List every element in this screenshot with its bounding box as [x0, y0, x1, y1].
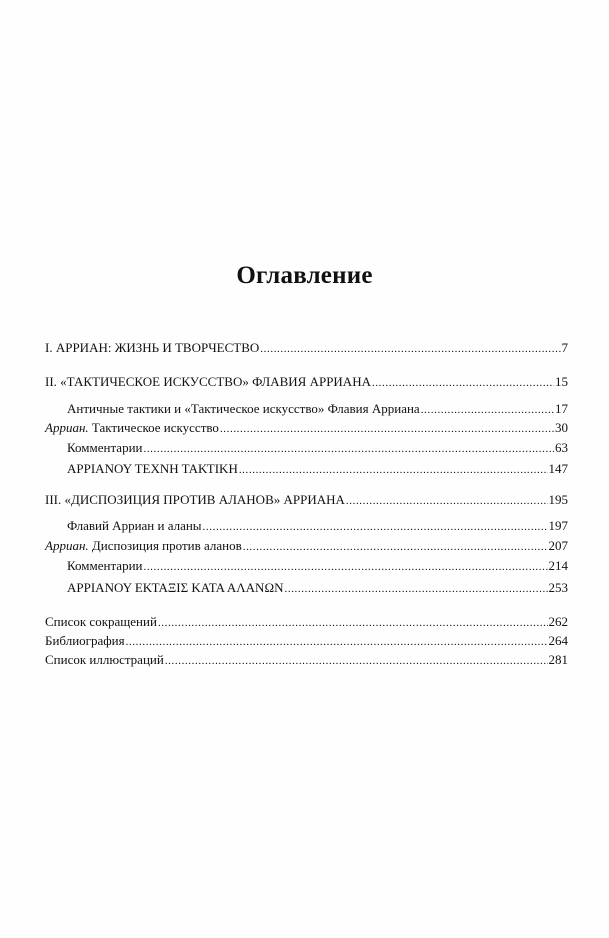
toc-entry-label: ΑΡΡΙΑΝΟΥ ΤΕΧΝΗ ΤΑΚΤΙΚΗ [67, 461, 238, 476]
toc-entry-label: Список сокращений [45, 614, 157, 629]
toc-entry-author: Арриан. [45, 420, 89, 435]
toc-entry-chapter-2[interactable] [45, 374, 568, 391]
toc-entry-commentary-2[interactable] [67, 558, 568, 575]
toc-entry-bibliography[interactable] [45, 633, 568, 650]
toc-page-number: 264 [548, 633, 568, 648]
toc-entry-author: Арриан. [45, 538, 89, 553]
toc-page-number: 197 [548, 518, 568, 533]
toc-entry-label: ΑΡΡΙΑΝΟΥ ΕΚΤΑΞΙΣ ΚΑΤΑ ΑΛΑΝΩΝ [67, 580, 284, 595]
toc-entry-label: Античные тактики и «Тактическое искусство» Флавия Арриана [67, 401, 420, 416]
toc-leader-dots [285, 581, 548, 597]
toc-entry-label [45, 538, 242, 554]
toc-page-number: 15 [555, 374, 568, 389]
toc-page-number: 281 [548, 652, 568, 667]
toc-entry-chapter-3[interactable] [45, 492, 568, 509]
toc-page-number: 195 [548, 492, 568, 507]
toc-leader-dots [165, 653, 548, 669]
toc-page-number: 262 [548, 614, 568, 629]
toc-entry-commentary-1[interactable] [67, 440, 568, 457]
toc-page-number: 207 [548, 538, 568, 553]
toc-leader-dots [143, 441, 554, 457]
toc-entry-label: I. АРРИАН: ЖИЗНЬ И ТВОРЧЕСТВО [45, 340, 260, 355]
toc-page-number: 17 [555, 401, 568, 416]
toc-entry-disposition[interactable] [45, 538, 568, 555]
toc-leader-dots [260, 341, 560, 357]
toc-entry-ancient-tacticians[interactable] [67, 401, 568, 418]
toc-entry-label: Библиография [45, 633, 125, 648]
toc-page-number: 214 [548, 558, 568, 573]
toc-entry-title: Диспозиция против аланов [88, 538, 242, 553]
toc-entry-title: Тактическое искусство [88, 420, 219, 435]
toc-leader-dots [143, 559, 547, 575]
toc-leader-dots [158, 615, 548, 631]
toc-page-number: 147 [548, 461, 568, 476]
toc-leader-dots [421, 402, 554, 418]
toc-entry-label: Комментарии [67, 558, 143, 573]
toc-leader-dots [126, 634, 548, 650]
toc-leader-dots [243, 539, 548, 555]
toc-entry-label: Флавий Арриан и аланы [67, 518, 202, 533]
toc-entry-label: Комментарии [67, 440, 143, 455]
toc-entry-chapter-1[interactable] [45, 340, 568, 357]
toc-entry-arrian-and-alans[interactable] [67, 518, 568, 535]
toc-page-number: 63 [555, 440, 568, 455]
toc-leader-dots [239, 462, 548, 478]
toc-entry-label: III. «ДИСПОЗИЦИЯ ПРОТИВ АЛАНОВ» АРРИАНА [45, 492, 345, 507]
toc-entry-abbreviations[interactable] [45, 614, 568, 631]
toc-leader-dots [220, 421, 554, 437]
toc-entry-greek-text-2[interactable] [67, 580, 568, 597]
toc-entry-tactical-art[interactable] [45, 420, 568, 437]
toc-entry-greek-text-1[interactable] [67, 461, 568, 478]
toc-entry-illustrations[interactable] [45, 652, 568, 669]
toc-leader-dots [346, 493, 548, 509]
toc-entry-label: II. «ТАКТИЧЕСКОЕ ИСКУССТВО» ФЛАВИЯ АРРИАНА [45, 374, 371, 389]
toc-entry-label: Список иллюстраций [45, 652, 164, 667]
toc-page-number: 7 [561, 340, 568, 355]
toc-entry-label [45, 420, 219, 436]
toc-page-number: 253 [548, 580, 568, 595]
toc-leader-dots [372, 375, 554, 391]
toc-leader-dots [203, 519, 548, 535]
page-title: Оглавление [236, 262, 373, 289]
toc-page-number: 30 [555, 420, 568, 435]
